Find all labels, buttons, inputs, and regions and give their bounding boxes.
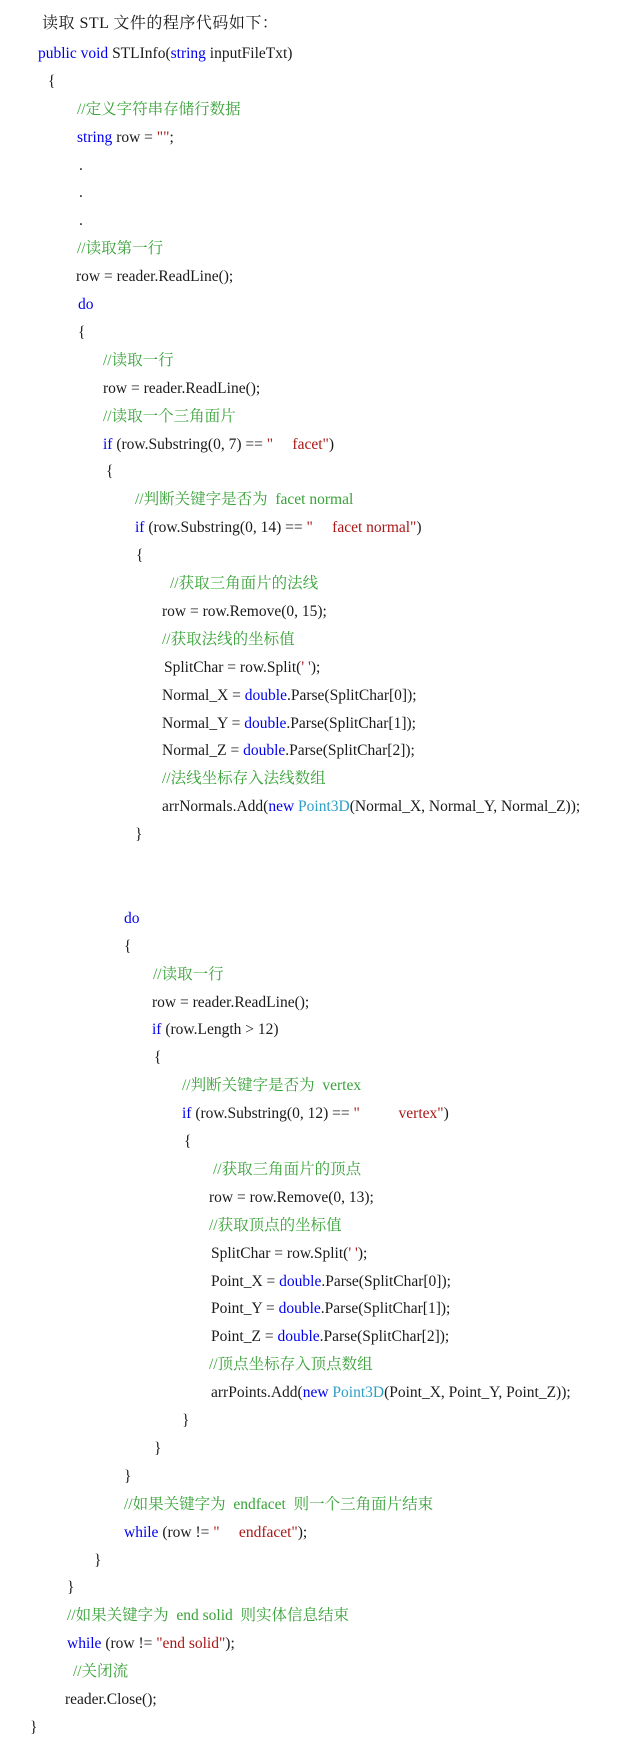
code-segment-p: ) (443, 1105, 449, 1123)
code-line (135, 490, 353, 510)
code-line (164, 658, 320, 678)
code-line (162, 630, 295, 650)
code-line (154, 1439, 161, 1459)
code-segment-c: //获取法线的坐标值 (162, 630, 295, 648)
code-line (77, 100, 241, 120)
code-segment-p: } (182, 1412, 190, 1429)
code-segment-p: row = reader.ReadLine(); (152, 993, 310, 1011)
code-segment-k: do (124, 909, 140, 927)
code-segment-p: .Parse(SplitChar[1]); (320, 1300, 451, 1318)
code-line (162, 797, 580, 817)
code-segment-c: //定义字符串存储行数据 (77, 100, 241, 118)
code-segment-p: .Parse(SplitChar[2]); (285, 742, 415, 760)
code-segment-p: .Parse(SplitChar[0]); (321, 1272, 451, 1290)
code-segment-k: double (244, 714, 287, 732)
code-line (124, 1467, 131, 1487)
code-segment-p: { (106, 463, 114, 481)
code-segment-k: double (277, 1328, 320, 1346)
code-line (182, 1104, 449, 1124)
code-segment-p: } (135, 826, 143, 844)
code-segment-p: { (136, 547, 144, 565)
code-segment-c: //获取三角面片的顶点 (213, 1160, 362, 1178)
code-segment-p: Point_X = (211, 1272, 280, 1290)
code-segment-p: ) (416, 519, 422, 537)
code-segment-c: //获取三角面片的法线 (170, 575, 319, 592)
code-segment-c: //读取第一行 (77, 240, 164, 258)
code-segment-p: { (78, 323, 86, 341)
code-segment-p: Normal_X = (162, 686, 245, 704)
code-line (136, 546, 143, 566)
code-line (152, 993, 309, 1013)
code-line (67, 1606, 349, 1626)
code-segment-p: SplitChar = row.Split( (164, 658, 302, 676)
code-line (162, 769, 326, 789)
code-segment-c: //读取一行 (153, 965, 224, 983)
page-title: 读取 STL 文件的程序代码如下： (42, 15, 279, 32)
code-segment-c: //读取一行 (103, 351, 174, 369)
code-segment-k: if (182, 1105, 192, 1123)
code-segment-s: ' ' (348, 1244, 358, 1262)
code-segment-p: . (79, 212, 83, 230)
code-segment-s: ' ' (301, 658, 311, 676)
code-line (154, 1048, 161, 1068)
code-line (182, 1411, 189, 1431)
code-line (79, 211, 83, 231)
code-segment-p: { (184, 1133, 192, 1150)
code-segment-s: "end solid" (156, 1635, 226, 1653)
code-line (65, 1690, 157, 1710)
code-segment-p: (row != (101, 1635, 157, 1653)
code-segment-p: } (154, 1439, 162, 1457)
code-segment-p: row = (112, 128, 157, 146)
code-segment-p: ); (357, 1244, 368, 1262)
code-segment-k: new (302, 1384, 329, 1402)
code-line (124, 937, 131, 957)
code-segment-k: if (152, 1021, 162, 1039)
code-segment-p: .Parse(SplitChar[2]); (319, 1328, 450, 1346)
code-line (78, 323, 85, 343)
code-line (103, 351, 174, 371)
code-line (94, 1551, 101, 1571)
code-line (103, 379, 260, 399)
code-line (162, 602, 327, 622)
code-line (48, 72, 55, 92)
code-segment-s: " endfacet" (213, 1523, 298, 1541)
code-line (182, 1076, 361, 1096)
code-segment-p: ; (169, 128, 174, 146)
code-segment-k: void (80, 44, 109, 62)
code-line (153, 965, 224, 985)
code-segment-p: .Parse(SplitChar[0]); (286, 686, 417, 704)
code-segment-s: " vertex" (353, 1105, 444, 1123)
code-line (103, 435, 334, 455)
code-line (135, 825, 142, 845)
code-segment-c: //如果关键字为 endfacet 则一个三角面片结束 (124, 1495, 434, 1513)
code-segment-k: new (268, 798, 295, 816)
code-segment-s: " facet" (266, 435, 329, 453)
code-segment-s: " facet normal" (306, 519, 417, 537)
code-segment-p: arrNormals.Add( (162, 798, 269, 816)
code-line (124, 909, 140, 929)
code-segment-p: row = reader.ReadLine(); (76, 268, 234, 286)
code-segment-k: while (67, 1635, 102, 1653)
code-line (73, 1662, 128, 1682)
code-line (209, 1216, 342, 1236)
code-segment-p: inputFileTxt) (205, 44, 293, 62)
code-line (213, 1160, 361, 1180)
code-line (30, 1718, 37, 1738)
code-segment-k: double (279, 1272, 322, 1290)
code-segment-k: if (103, 435, 113, 453)
code-segment-k: string (170, 44, 206, 62)
code-line (79, 183, 83, 203)
code-segment-k: double (244, 686, 287, 704)
code-segment-c: //获取顶点的坐标值 (209, 1216, 342, 1234)
code-segment-c: //判断关键字是否为 facet normal (135, 491, 354, 509)
code-line (162, 686, 417, 706)
code-segment-p: { (124, 937, 132, 955)
code-segment-p: (row.Substring(0, 12) == (191, 1105, 354, 1123)
code-segment-p: (row != (158, 1523, 214, 1541)
code-segment-p: reader.Close(); (65, 1691, 157, 1708)
code-segment-p: . (79, 184, 83, 202)
code-line (78, 295, 94, 315)
code-line (77, 239, 163, 259)
code-segment-p: row = reader.ReadLine(); (103, 379, 261, 397)
code-segment-p: } (124, 1467, 132, 1485)
code-segment-c: //读取一个三角面片 (103, 407, 236, 425)
code-segment-s: "" (156, 128, 170, 146)
code-segment-c: //如果关键字为 end solid 则实体信息结束 (67, 1607, 350, 1625)
code-line (77, 128, 174, 148)
code-segment-p: (row.Length > 12) (161, 1021, 279, 1039)
code-segment-p: (row.Substring(0, 14) == (144, 519, 307, 537)
code-line (209, 1188, 374, 1208)
code-line (103, 407, 236, 427)
code-line (135, 518, 422, 538)
code-segment-k: if (135, 519, 145, 537)
code-line (211, 1383, 571, 1403)
code-line (152, 1020, 279, 1040)
code-segment-k: double (278, 1300, 321, 1318)
code-line (211, 1299, 450, 1319)
code-segment-p: Point_Y = (211, 1300, 279, 1318)
code-segment-p: } (94, 1551, 102, 1569)
code-segment-c: //顶点坐标存入顶点数组 (209, 1356, 373, 1374)
code-segment-t: Point3D (298, 798, 350, 816)
code-line (67, 1578, 74, 1598)
code-line (76, 267, 233, 287)
code-line (124, 1495, 433, 1515)
code-line (211, 1327, 449, 1347)
code-segment-p: ); (297, 1523, 308, 1541)
code-segment-p: ) (328, 435, 335, 453)
code-segment-p: row = row.Remove(0, 13); (209, 1188, 374, 1206)
code-line (79, 156, 83, 176)
code-segment-p: SplitChar = row.Split( (211, 1244, 349, 1262)
code-segment-k: while (124, 1523, 159, 1541)
code-segment-k: do (78, 296, 94, 313)
code-segment-p: (Normal_X, Normal_Y, Normal_Z)); (349, 798, 581, 816)
code-segment-p: Point_Z = (211, 1328, 278, 1346)
code-segment-c: //判断关键字是否为 vertex (182, 1077, 362, 1095)
code-line (162, 741, 415, 761)
code-segment-p: arrPoints.Add( (211, 1384, 303, 1402)
code-segment-t: Point3D (332, 1384, 385, 1402)
code-segment-k: public (38, 44, 77, 62)
code-segment-p: Normal_Y = (162, 714, 245, 732)
code-segment-k: double (243, 742, 286, 760)
code-line (170, 574, 318, 594)
code-line (209, 1355, 373, 1375)
code-line (211, 1272, 451, 1292)
code-segment-p: ); (225, 1635, 235, 1653)
code-line (162, 714, 416, 734)
code-segment-p: } (67, 1579, 75, 1597)
code-line (211, 1244, 367, 1264)
code-segment-c: //关闭流 (73, 1663, 129, 1681)
code-line (67, 1634, 235, 1654)
code-line (124, 1523, 307, 1543)
code-segment-p: { (48, 72, 56, 90)
code-segment-p: { (154, 1049, 162, 1067)
code-segment-p: (Point_X, Point_Y, Point_Z)); (384, 1384, 571, 1402)
code-line (106, 462, 113, 482)
code-segment-p: Normal_Z = (162, 742, 244, 760)
code-line (184, 1132, 191, 1152)
code-segment-p: ); (310, 658, 321, 676)
code-segment-p: (row.Substring(0, 7) == (112, 435, 267, 453)
code-line (38, 44, 292, 64)
code-segment-p: .Parse(SplitChar[1]); (286, 714, 416, 732)
code-segment-p: . (79, 156, 83, 174)
code-segment-p: row = row.Remove(0, 15); (162, 602, 327, 620)
code-segment-p: STLInfo( (108, 44, 171, 62)
code-segment-p: } (30, 1718, 38, 1736)
code-segment-c: //法线坐标存入法线数组 (162, 770, 326, 788)
code-segment-k: string (77, 128, 113, 146)
